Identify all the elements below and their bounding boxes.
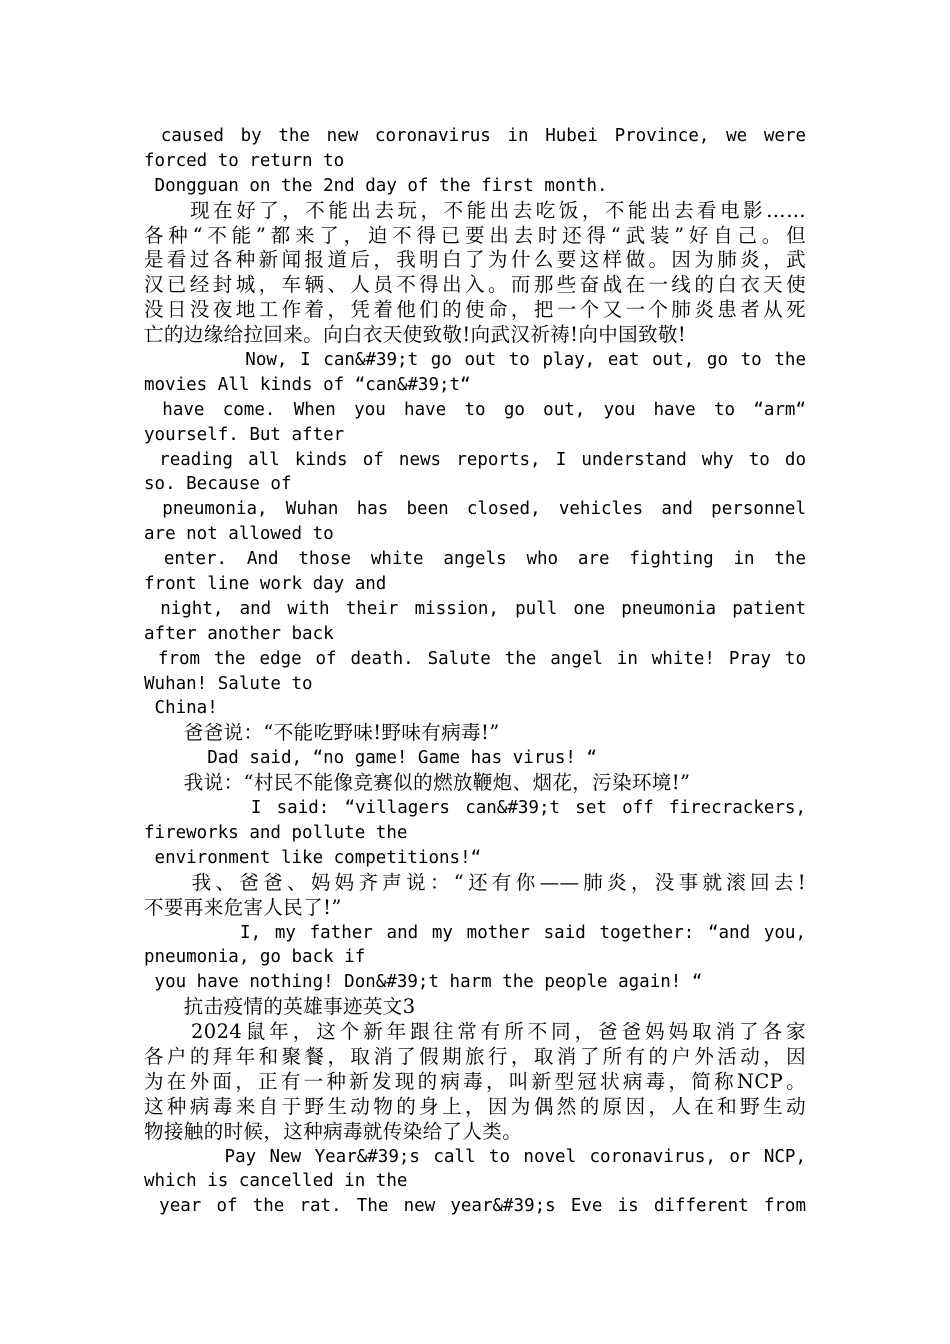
text-line: 不要再来危害人民了!” — [144, 895, 342, 919]
text-line: night, and with their mission, pull one pneumonia patient — [160, 598, 806, 619]
text-line: Pay New Year&#39;s call to novel coronavirus, or NCP, — [224, 1146, 807, 1167]
text-line: pneumonia, go back if — [144, 947, 366, 968]
text-line: 亡的边缘给拉回来。向白衣天使致敬!向武汉祈祷!向中国致敬! — [144, 323, 687, 347]
text-line: 2024鼠年，这个新年跟往常有所不同，爸爸妈妈取消了各家 — [190, 1020, 806, 1044]
text-line: 为在外面，正有一种新发现的病毒，叫新型冠状病毒，简称NCP。 — [144, 1069, 806, 1093]
text-line: I, my father and my mother said together: “and you, — [240, 922, 806, 943]
text-line: 物接触的时候，这种病毒就传染给了人类。 — [144, 1119, 523, 1143]
text-line: 没日没夜地工作着，凭着他们的使命，把一个又一个肺炎患者从死 — [144, 298, 806, 322]
text-line: yourself. But after — [144, 424, 345, 445]
text-line: have come. When you have to go out, you have to “arm“ — [162, 399, 806, 420]
text-line: are not allowed to — [144, 524, 334, 545]
text-line: after another back — [144, 623, 334, 644]
text-line: 汉已经封城，车辆、人员不得出入。而那些奋战在一线的白衣天使 — [144, 273, 806, 297]
text-line: 各户的拜年和聚餐，取消了假期旅行，取消了所有的户外活动，因 — [144, 1044, 806, 1068]
text-line: 抗击疫情的英雄事迹英文3 — [144, 995, 416, 1019]
text-line: from the edge of death. Salute the angel in white! Pray to — [157, 648, 806, 669]
text-line: enter. And those white angels who are fighting in the — [163, 549, 806, 570]
text-line: Dongguan on the 2nd day of the first month. — [144, 175, 608, 196]
text-line: I said: “villagers can&#39;t set off firecrackers, — [250, 798, 806, 819]
text-line: 各种“不能”都来了，迫不得已要出去时还得“武装”好自己。但 — [144, 223, 806, 247]
text-line: Now, I can&#39;t go out to play, eat out, go to the — [245, 350, 806, 371]
text-line: 是看过各种新闻报道后，我明白了为什么要这样做。因为肺炎，武 — [144, 248, 806, 272]
text-line: 现在好了，不能出去玩，不能出去吃饭，不能出去看电影…… — [190, 198, 806, 222]
text-line: China! — [144, 698, 218, 719]
text-line: forced to return to — [144, 150, 345, 171]
text-line: 这种病毒来自于野生动物的身上，因为偶然的原因，人在和野生动 — [144, 1094, 806, 1118]
text-line: 爸爸说：“不能吃野味!野味有病毒!” — [144, 721, 500, 745]
text-line: pneumonia, Wuhan has been closed, vehicles and personnel — [162, 499, 806, 520]
text-line: which is cancelled in the — [144, 1171, 408, 1192]
text-line: front line work day and — [144, 574, 387, 595]
text-line: 我、爸爸、妈妈齐声说：“还有你——肺炎，没事就滚回去! — [191, 870, 806, 894]
text-line: so. Because of — [144, 474, 292, 495]
text-line: you have nothing! Don&#39;t harm the people again! “ — [144, 972, 703, 993]
text-line: 我说：“村民不能像竞赛似的燃放鞭炮、烟花，污染环境!” — [144, 771, 691, 795]
text-line: caused by the new coronavirus in Hubei Province, we were — [160, 126, 806, 146]
text-line: environment like competitions!“ — [144, 847, 482, 868]
text-line: year of the rat. The new year&#39;s Eve is different from — [159, 1196, 806, 1217]
text-line: movies All kinds of “can&#39;t“ — [144, 374, 471, 395]
text-line: Wuhan! Salute to — [144, 673, 313, 694]
text-line: Dad said, “no game! Game has virus! “ — [144, 748, 598, 769]
text-line: fireworks and pollute the — [144, 822, 408, 843]
document-body — [144, 124, 806, 1219]
text-line: reading all kinds of news reports, I understand why to do — [159, 449, 806, 470]
